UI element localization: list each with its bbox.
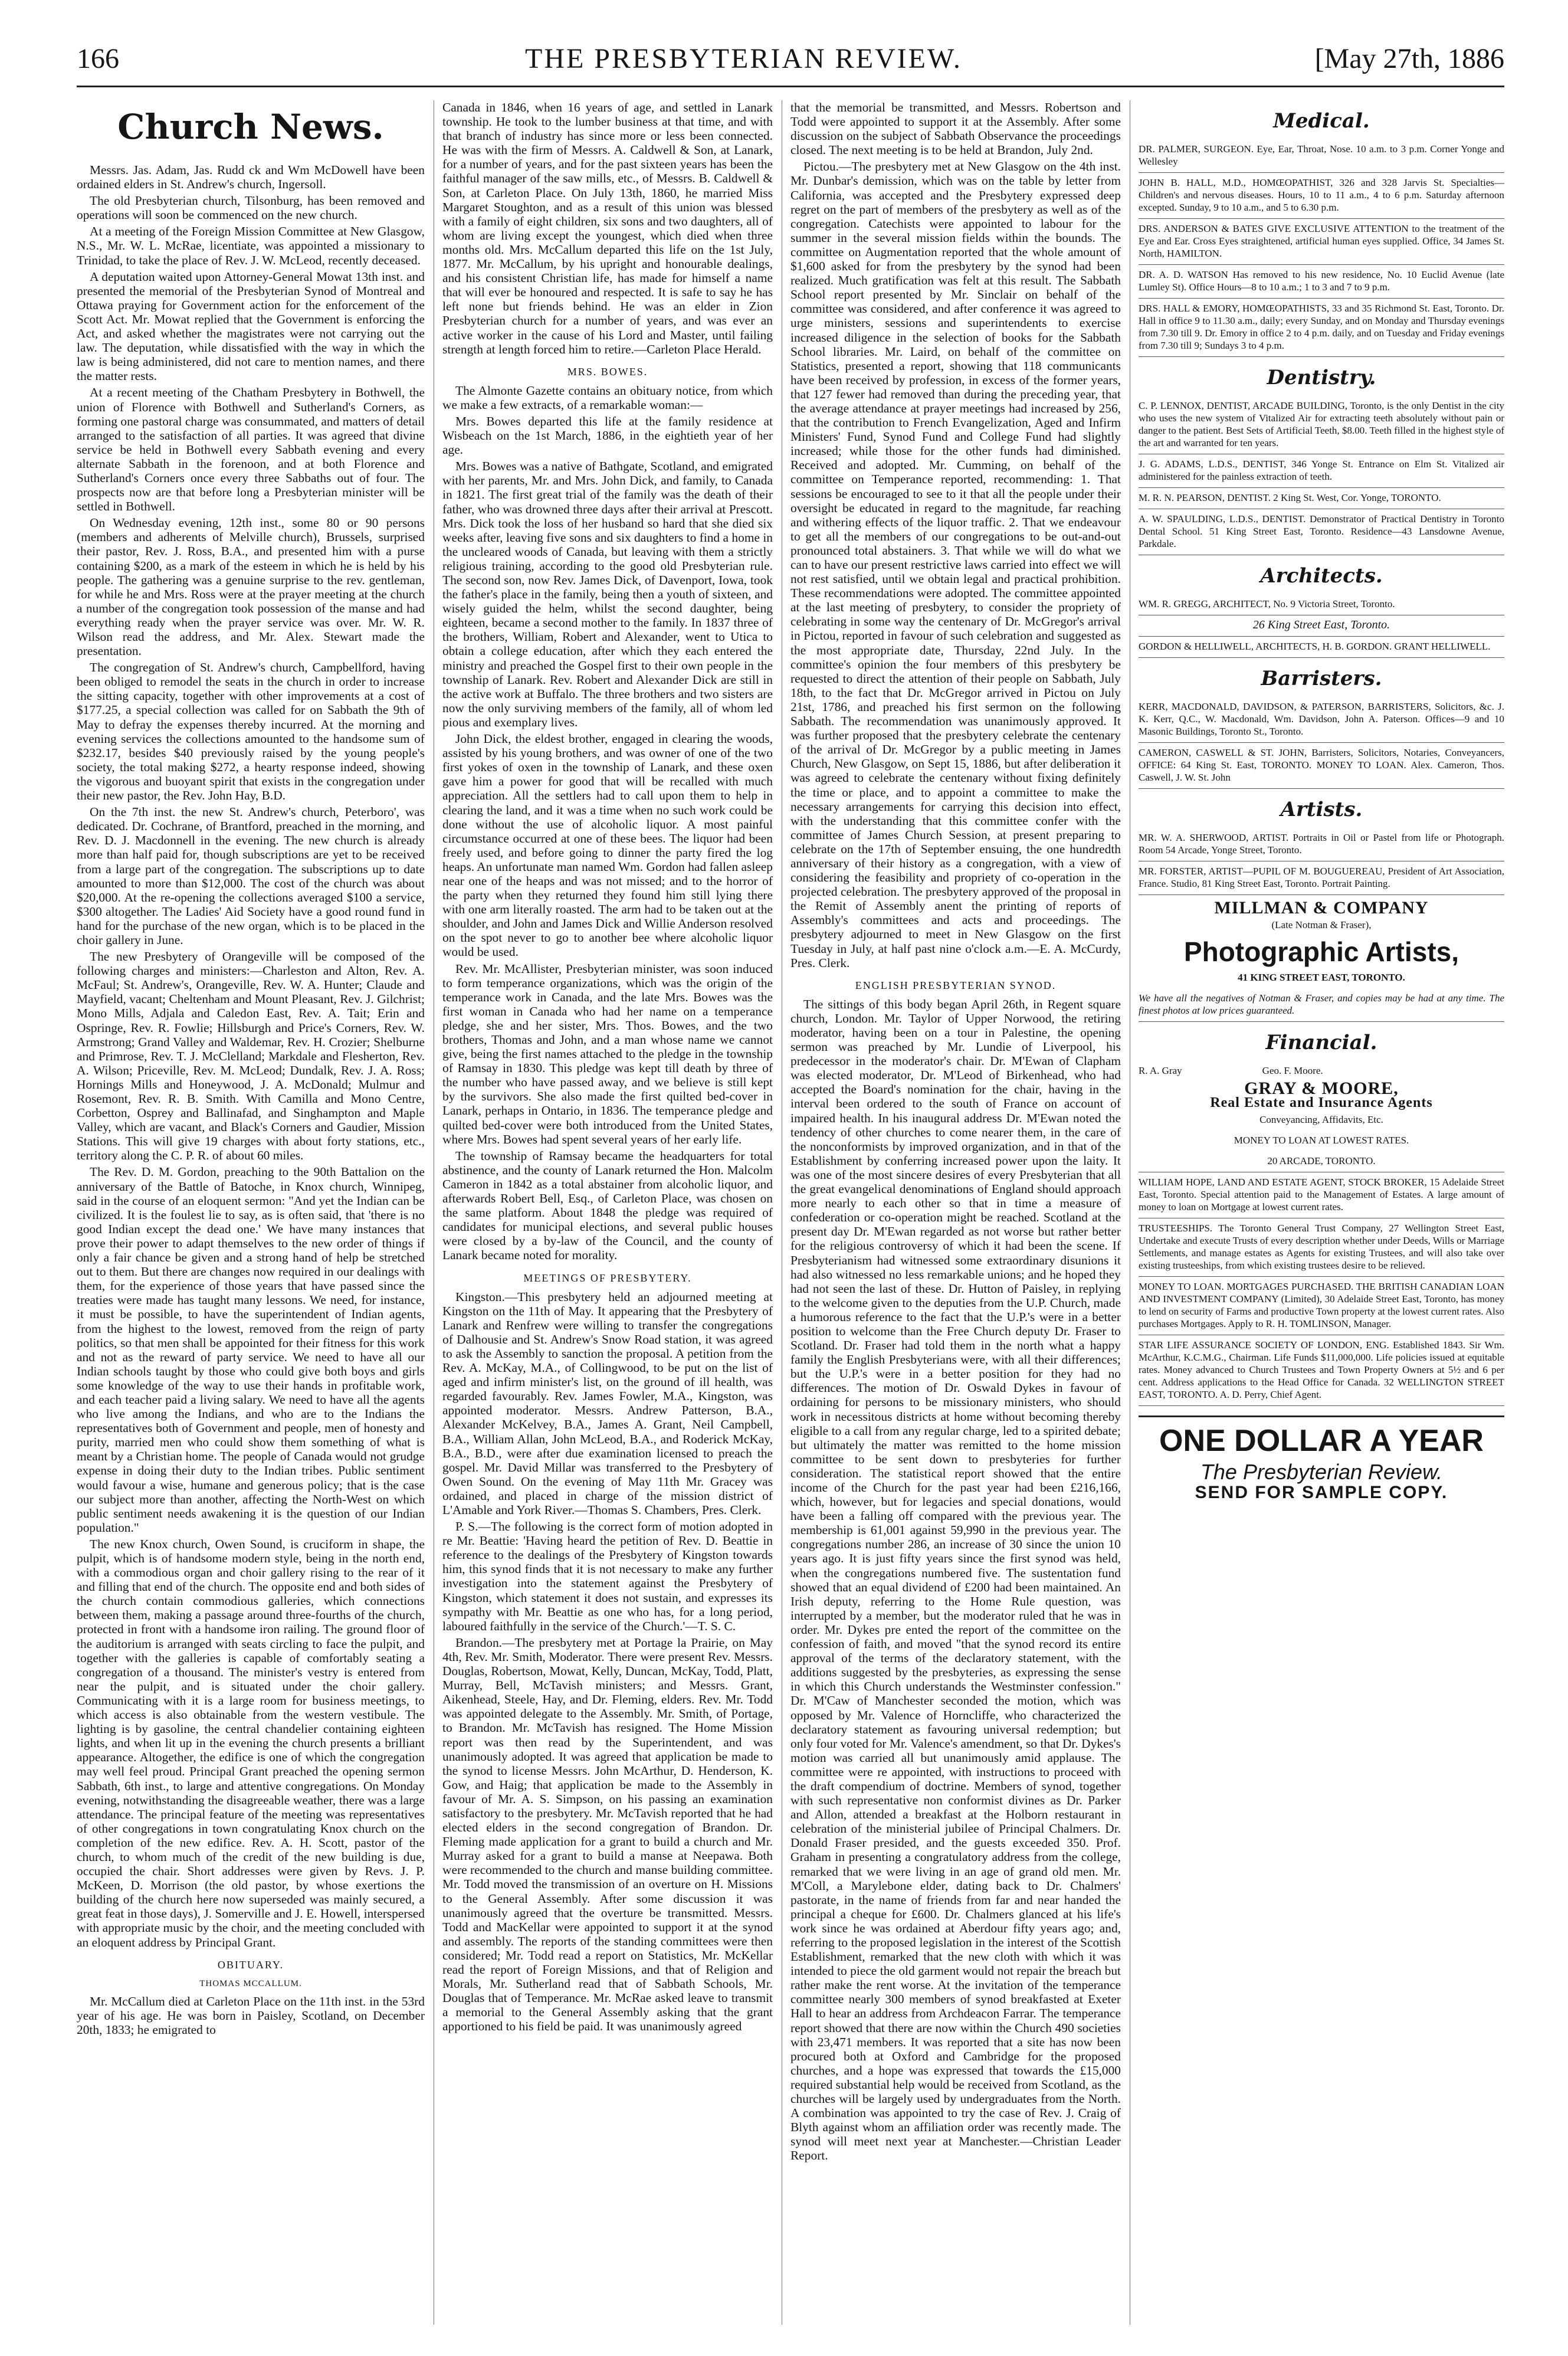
photo-note: We have all the negatives of Notman & Fraser, and copies may be had at any time. The finest photos at low prices guaranteed. (1139, 988, 1504, 1022)
ad-entry: DR. PALMER, SURGEON. Eye, Ear, Throat, Nose. 10 a.m. to 3 p.m. Corner Yonge and Wellesley (1139, 139, 1504, 173)
section-heading: Church News. (117, 107, 384, 147)
photo-address: 41 KING STREET EAST, TORONTO. (1238, 972, 1405, 984)
news-item: At a recent meeting of the Chatham Presbytery in Bothwell, the union of Florence with Bothwell and Sutherland's Corners, as forming one pastoral charge was consummated, and matters of detail arranged to the satisfaction of all parties. It was agreed that divine service be held in Bothwell every Sabbath evening and every alternate Sabbath in the forenoon, and at both Florence and Sutherland's Corners once every three Sabbaths out of four. The prospects now are that before long a Presbyterian minister will be settled in Bothwell. (77, 385, 425, 514)
ad-entry: 26 King Street East, Toronto. (1139, 615, 1504, 637)
ad-entry: C. P. LENNOX, DENTIST, ARCADE BUILDING, Toronto, is the only Dentist in the city who uses the new system of Vitalized Air for extracting teeth absolutely without pain or danger to the patient. Best Sets of Artificial Teeth, $8.00. Teeth filled in the highest style of the art and warranted for ten years. (1139, 396, 1504, 454)
ad-entry: TRUSTEESHIPS. The Toronto General Trust Company, 27 Wellington Street East, Undertake and execute Trusts of every description whether under Deeds, Wills or Marriage Settlements, and manage estates as Agents for existing Trustees, and will also take over existing trusteeships, from which existing trustees desire to be relieved. (1139, 1218, 1504, 1277)
news-item: On the 7th inst. the new St. Andrew's church, Peterboro', was dedicated. Dr. Cochrane, of Brantford, preached in the morning, and Rev. D. J. Macdonnell in the evening. The new church is already more than half paid for, though subscriptions are yet to be received from a large part of the congregation. The subscriptions up to date amounted to more than $12,000. The cost of the church was about $20,000. At the re-opening the collections averaged $100 a service, $300 altogether. The Ladies' Aid Society have a good round fund in hand for the purchase of the new organ, which is to be placed in the choir gallery in June. (77, 805, 425, 947)
obituary-heading: OBITUARY. (217, 1958, 284, 1971)
page-header (77, 30, 1504, 87)
ad-section-medical: Medical. (1273, 109, 1370, 133)
bowes-paragraph: The township of Ramsay became the headquarters for total abstinence, and the county of Lanark returned the Hon. Malcolm Cameron in 1842 as a total abstainer from alcoholic liquor, and afterwards Robert Bell, Esq., of Carleton Place, was chosen on the same platform. About 1848 the pledge was required of candidates for municipal elections, and several public houses were closed by a by-law of the Council, and the county of Lanark became noted for morality. (442, 1148, 773, 1263)
review-name: The Presbyterian Review. (1200, 1460, 1443, 1485)
meetings-heading: MEETINGS OF PRESBYTERY. (523, 1272, 692, 1284)
millman-name: MILLMAN & COMPANY (1214, 898, 1429, 918)
obituary-continued: Canada in 1846, when 16 years of age, and settled in Lanark township. He took to the lumber business at that time, and with that branch of industry has since more or less been connected. He was with the firm of Messrs. A. Caldwell & Son, at Lanark, for a number of years, and for the past sixteen years has been the faithful manager of the saw mills, etc., of Messrs. B. Caldwell & Son, at Carleton Place. On July 13th, 1860, he married Miss Margaret Stoughton, and as a result of this union was blessed with a family of eight children, six sons and two daughters, all of whom are living except the youngest, which died when three months old. Mrs. McCallum departed this life on the 1st July, 1877. Mr. McCallum, by his upright and honourable dealings, and his consistent Christian life, has made for himself a name that will ever be honoured and respected. It is safe to say he has left none but friends behind. He was an elder in Zion Presbyterian church for a number of years, and was ever an active worker in the cause of his Lord and Master, until failing strength at length forced him to retire.—Carleton Place Herald. (442, 100, 773, 356)
ad-entry: MR. FORSTER, ARTIST—PUPIL OF M. BOUGUEREAU, President of Art Association, France. Studio, 81 King Street East, Toronto. Portrait Painting. (1139, 861, 1504, 895)
ad-section-artists: Artists. (1280, 798, 1363, 821)
millman-sub: (Late Notman & Fraser), (1271, 919, 1372, 931)
photographic-artists: Photographic Artists, (1184, 936, 1459, 968)
ad-section-architects: Architects. (1260, 564, 1383, 588)
news-item: The congregation of St. Andrew's church, Campbellford, having been obliged to remodel the seats in the church in order to increase the sitting capacity, together with other improvements at a cost of $177.25, a special collection was called for on Sabbath the 9th of May to defray the expenses thereby incurred. At the morning and evening services the collections amounted to the handsome sum of $232.17, besides $40 previously raised by the young people's society, the total making $272, a hearty response indeed, showing the vigorous and buoyant spirit that exists in the congregation under their new pastor, the Rev. John Hay, B.D. (77, 660, 425, 803)
news-item: On Wednesday evening, 12th inst., some 80 or 90 persons (members and adherents of Melville church), Brussels, surprised their pastor, Rev. J. Ross, B.A., and presented him with a purse containing $200, as a mark of the esteem in which he is held by his people. The gathering was a genuine surprise to the rev. gentleman, for while he and Mrs. Ross were at the prayer meeting at the church a number of the congregation took possession of the manse and had everything ready when the prayer service was over. Mr. W. R. Wilson read the address, and Mr. Alex. Stewart made the presentation. (77, 516, 425, 658)
meeting-report: P. S.—The following is the correct form of motion adopted in re Mr. Beattie: 'Having heard the petition of Rev. D. Beattie in reference to the dealings of the Presbytery of Kingston towards him, this synod finds that it is not necessary to make any further investigation into the statement against the Presbytery of Kingston, which statement it does not sustain, and expresses its sympathy with Mr. Beattie as one who has, for a long period, laboured faithfully in the service of the Church.'—T. S. C. (442, 1519, 773, 1633)
bowes-paragraph: Mrs. Bowes was a native of Bathgate, Scotland, and emigrated with her parents, Mr. and Mrs. John Dick, and family, to Canada in 1821. The first great trial of the family was the death of their father, who was drowned three days after their arrival at Prescott. Mrs. Dick took the loss of her husband so hard that she died six weeks after, leaving five sons and six daughters to find a home in the uncleared woods of Canada, but leaving with them a strictly religious training, according to the good old Presbyterian rule. The second son, now Rev. James Dick, of Davenport, Iowa, took the father's place in the family, being then a youth of sixteen, and wisely guided the helm, whilst the second daughter, being eighteen, became a second mother to the family. In 1837 three of the brothers, William, Robert and Alexander, went to Utica to obtain a college education, after which they each entered the ministry and preached the Gospel first to their own people in the township of Lanark. Rev. Robert and Alexander Dick are still in the active work at Buffalo. The three brothers and two sisters are now the only surviving members of the family, all of whom led pious and exemplary lives. (442, 459, 773, 729)
bowes-heading: MRS. BOWES. (567, 365, 648, 378)
ad-section-dentistry: Dentistry. (1267, 366, 1376, 389)
ad-entry: KERR, MACDONALD, DAVIDSON, & PATERSON, BARRISTERS, Solicitors, &c. J. K. Kerr, Q.C., W. Macdonald, Wm. Davidson, John A. Paterson. Offices—9 and 10 Masonic Buildings, Toronto St., Toronto. (1139, 697, 1504, 743)
news-item: The old Presbyterian church, Tilsonburg, has been removed and operations will soon be commenced on the new church. (77, 194, 425, 222)
gray-moore-name: GRAY & MOORE, (1244, 1079, 1399, 1099)
gray-partners: R. A. Gray Geo. F. Moore. (1139, 1065, 1323, 1077)
column-3 (790, 100, 1121, 2325)
meeting-report: Brandon.—The presbytery met at Portage la Prairie, on May 4th, Rev. Mr. Smith, Moderator. There were present Rev. Messrs. Douglas, Robertson, Mowat, Kelly, Duncan, McKay, Todd, Platt, Murray, Bell, McTavish ministers; and Messrs. Grant, Aikenhead, Steele, Hay, and Dr. Fleming, elders. Rev. Mr. Todd was appointed delegate to the Assembly. Mr. Smith, of Portage, to Brandon. Mr. McTavish has resigned. The Home Mission report was then read by the Superintendent, and was unanimously adopted. It was agreed that application be made to the synod to license Messrs. John McArthur, D. Henderson, K. Gow, and Haig; that application be made to the Assembly in favour of Mr. A. S. Simpson, on his passing an examination satisfactory to the presbytery. Mr. McTavish reported that he had elected elders in the second congregation of Brandon. Dr. Fleming made application for a grant to build a church and Mr. Murray asked for a grant to build a manse at Neepawa. Both were recommended to the church and manse building committee. Mr. Todd moved the transmission of an overture on H. Missions to the General Assembly. After some discussion it was unanimously agreed that the overture be transmitted. Messrs. Todd and MacKellar were appointed to support it at the synod and assembly. The reports of the standing committees were then considered; Mr. Todd read a report on Statistics, Mr. McKellar read the report of Foreign Missions, and that of Religion and Morals, Mr. Sutherland read that of Sabbath Schools, Mr. Douglas that of Temperance. Mr. McRae asked leave to transmit a memorial to the General Assembly asking that the grant apportioned to his field be paid. It was unanimously agreed (442, 1635, 773, 2034)
gray-money: MONEY TO LOAN AT LOWEST RATES. (1234, 1135, 1409, 1146)
page-number: 166 (77, 43, 119, 74)
news-item: The Rev. D. M. Gordon, preaching to the 90th Battalion on the anniversary of the Battle of Batoche, in Knox church, Winnipeg, said in the course of an eloquent sermon: "And yet the Indian can be civilized. It is the foulest lie to say, as is often said, that 'there is no good Indian except the dead one.' We have many instances that prove their power to adapt themselves to the new order of things if only a fair chance be given and a strong hand of help be stretched out to them. But there are changes now required in our dealings with them, for the experience of those years that have passed since the treaties were made has taught many lessons. We need, for instance, it must be possible, to have the superintendent of Indian agents, from the highest to the lowest, removed from the reign of party politics, so that men shall be appointed for their fitness for this work and not as the reward of party service. We need to have all our Indian schools taught by those who could give both boys and girls some knowledge of the way to use their hands in profitable work, and each teacher paid a living salary. We need to have all the agents who live among the Indians, and who are to the Indians the representatives both of Government and people, men of honesty and purity, married men who could show them something of what is meant by a Christian home. The people of Canada would not grudge expense in doing their duty to the Indian tribes. Public sentiment would favour a wise, humane and generous policy; that is the case our subject more than another, affecting the North-West on which public sentiment needs awakening it is the question of our Indian population." (77, 1165, 425, 1535)
gray-address: 20 ARCADE, TORONTO. (1139, 1151, 1504, 1172)
ad-entry: M. R. N. PEARSON, DENTIST. 2 King St. West, Cor. Yonge, TORONTO. (1139, 488, 1504, 509)
column-2 (442, 100, 773, 2325)
ad-entry: CAMERON, CASWELL & ST. JOHN, Barristers, Solicitors, Notaries, Conveyancers, OFFICE: 64 King St. East, TORONTO. MONEY TO LOAN. Alex. Cameron, Thos. Caswell, J. W. St. John (1139, 743, 1504, 789)
ad-entry: DRS. HALL & EMORY, HOMŒOPATHISTS, 33 and 35 Richmond St. East, Toronto. Dr. Hall in office 9 to 11.30 a.m., daily; every Sunday, and on Monday and Thursday evenings from 7.30 till 9. Dr. Emory in office 2 to 4 p.m. daily, and on Tuesday and Friday evenings from 7.30 till 9; Sundays 3 to 4 p.m. (1139, 299, 1504, 357)
ad-entry: WM. R. GREGG, ARCHITECT, No. 9 Victoria Street, Toronto. (1139, 594, 1504, 615)
bowes-paragraph: John Dick, the eldest brother, engaged in clearing the woods, assisted by his young brothers, and was owner of one of the two first yokes of oxen in the township of Lanark, and these oxen gave him a power for good that will be recalled with much appreciation. All the settlers had to call upon them to help in clearing the land, and it was a time when no such work could be done without the use of alcoholic liquor. A most painful circumstance occurred at one of these bees. The liquor had been freely used, and before going to dinner the party fired the log heaps. An unfortunate man named Wm. Gordon had fallen asleep near one of the heaps and was not missed; and to the horror of the party when they returned they found him still lying there with one arm literally roasted. The arm had to be taken out at the shoulder, and John and James Dick and Willie Anderson resolved on the spot never to go to another bee where alcoholic liquor would be used. (442, 732, 773, 959)
bowes-paragraph: Mrs. Bowes departed this life at the family residence at Wisbeach on the 1st March, 1886, in the eightieth year of her age. (442, 414, 773, 457)
column-4-ads (1139, 100, 1504, 2325)
ad-section-financial: Financial. (1265, 1031, 1377, 1055)
synod-report: The sittings of this body began April 26th, in Regent square church, London. Mr. Taylor of Upper Norwood, the retiring moderator, having been on a tour in Palestine, the opening sermon was preached by Mr. Lundie of Liverpool, his predecessor in the moderator's chair. Dr. M'Ewan of Clapham was elected moderator, Dr. M'Leod of Birkenhead, who had accepted the Board's nomination for the chair, having in the interval been ordered to the south of France on account of impaired health. In his inaugural address Dr. M'Ewan noted the tendency of other churches to come nearer them, in the care of the nonconformists by improved organization, and in that of the Establishment by conferring increased power upon the laity. It was one of the most sincere desires of every Presbyterian that all the great evangelical denominations of England should approach more nearly to each other so that in time a measure of confederation or co-operation might be reached. Scotland at the present day Dr. M'Ewan regarded as not worse but rather better for the religious controversy of which it had been the scene. If Presbyterianism had witnessed some extraordinary disunions it had also witnessed no less remarkable unions; and he hoped they had not seen the last of these. Dr. Hutton of Paisley, in replying to the welcome given to the deputies from the U.P. Church, made a humorous reference to the fact that the U.P.'s were in a better position to welcome than the Free Church deputy Dr. Fraser to Scotland. Dr. Fraser had told them in the north what a happy family the English Presbyterians were, with all their differences; but the U.P.'s were in a better position for they had no differences. The motion of Dr. Oswald Dykes in favour of ordaining for persons to be missionary ministers, who should work in necessitous districts at home without becoming thereby eligible to a call from any regular charge, led to a spirited debate; but ultimately the matter was remitted to the home mission committee to be sent down to presbyteries for further consideration. The statistical report showed that the entire income of the Church for the past year had been £216,166, which, however, but for legacies and special donations, would have been a falling off compared with the previous year. The membership is 61,001 against 59,990 in the previous year. The congregations number 286, an increase of 30 since the union 10 years ago. It is just fifty years since the first synod was held, when the congregations numbered five. The sustentation fund showed that an equal dividend of £200 had been maintained. An Irish deputy, referring to the Home Rule question, was interrupted by a member, but the moderator ruled that he was in order. Mr. Dykes pre ented the report of the committee on the confession of faith, and moved "that the synod record its entire approval of the terms of the declaratory statement, with the additions suggested by the presbyteries, as expressing the sense in which this Church understands the Westminster confession." Dr. M'Caw of Manchester seconded the motion, which was opposed by Mr. Valence of Horncliffe, who characterized the declaratory statement as favouring universal redemption; but only four voted for Mr. Valence's amendment, so that Dr. Dykes's motion was carried all but unanimously amid applause. The committee were re appointed, with instructions to proceed with the draft compendium of doctrine. Members of synod, together with such representative non conformist divines as Dr. Parker and Allon, attended a breakfast at the Holborn restaurant in celebration of the ministerial jubilee of Principal Chalmers. Dr. Donald Fraser presided, and the guests exceeded 350. Prof. Graham in presenting a congratulatory address from the college, remarked that we were living in an age of grand old men. Mr. M'Coll, a Marylebone elder, dating back to Dr. Chalmers' pastorate, in the name of friends from far and near handed the principal a cheque for £600. Dr. Chalmers glanced at his life's work since he was ordained at Aberdour fifty years ago; and, referring to the proposed legislation in the interest of the Scottish Establishment, remarked that the new cloth with which it was intended to piece the old garment would not repair the breach but rather make the rent worse. At the invitation of the temperance committee nearly 300 members of synod breakfasted at Exeter Hall to hear an address from Archdeacon Farrar. The temperance report showed that there are now within the Church 490 societies with 23,471 members. It was reported that a site has now been procured both at Oxford and Cambridge for the proposed churches, and a hope was expressed that towards the £15,000 required substantial help would be received from Scotland, as the churches will be largely used by undergraduates from the North. A combination was appointed to try the case of Rev. J. Craig of Blyth against whom an affiliation order was recently made. The synod will meet next year at Manchester.—Christian Leader Report. (790, 997, 1121, 2163)
ad-entry: MONEY TO LOAN. MORTGAGES PURCHASED. THE BRITISH CANADIAN LOAN AND INVESTMENT COMPANY (Limited), 30 Adelaide Street East, Toronto, has money to lend on security of Farms and productive Town property at the lowest current rates. Also purchases Mortgages. Apply to R. H. TOMLINSON, Manager. (1139, 1277, 1504, 1335)
ad-entry: A. W. SPAULDING, L.D.S., DENTIST. Demonstrator of Practical Dentistry in Toronto Dental School. 51 King Street East, Toronto. Residence—43 Lansdowne Avenue, Parkdale. (1139, 509, 1504, 555)
synod-heading: ENGLISH PRESBYTERIAN SYNOD. (855, 979, 1057, 991)
news-item: The new Presbytery of Orangeville will be composed of the following charges and ministers:—Charleston and Alton, Rev. A. McFaul; St. Andrew's, Orangeville, Rev. W. A. Hunter; Claude and Mayfield, vacant; Cheltenham and Mount Pleasant, Rev. J. Gilchrist; Mono Mills, Adjala and Caledon East, Rev. A. Tait; Erin and Ospringe, Rev. R. Fowlie; Hillsburgh and Price's Corners, Rev. W. Armstrong; Grand Valley and Waldemar, Rev. H. Crozier; Shelburne and Primrose, Rev. T. J. McClelland; Markdale and Flesherton, Rev. A. Wilson; Priceville, Rev. M. McLeod; Dundalk, Rev. J. A. Ross; Hornings Mills and Honeywood, J. A. McDonald; Mulmur and Rosemont, Rev. R. B. Smith. With Camilla and Mono Centre, Corbetton, Osprey and Ballinafad, and Singhampton and Maple Valley, which are vacant, and Black's Corners and Gaudier, Mission Stations. This will give 19 charges with about forty stations, etc., territory along the C. P. R. of about 60 miles. (77, 949, 425, 1163)
meeting-continued: that the memorial be transmitted, and Messrs. Robertson and Todd were appointed to support it at the Assembly. After some discussion on the subject of Sabbath Observance the proceedings closed. The next meeting is to be held at Brandon, July 2nd. (790, 100, 1121, 158)
masthead-title: THE PRESBYTERIAN REVIEW. (525, 43, 962, 74)
ad-entry: WILLIAM HOPE, LAND AND ESTATE AGENT, STOCK BROKER, 15 Adelaide Street East, Toronto. Special attention paid to the Management of Estates. A large amount of money to loan on Mortgage at lowest current rates. (1139, 1172, 1504, 1218)
news-item: Messrs. Jas. Adam, Jas. Rudd ck and Wm McDowell have been ordained elders in St. Andrew's church, Ingersoll. (77, 163, 425, 192)
ad-entry: DR. A. D. WATSON Has removed to his new residence, No. 10 Euclid Avenue (late Lumley St). Office Hours—8 to 10 a.m.; 1 to 3 and 7 to 9 p.m. (1139, 265, 1504, 299)
ad-entry: JOHN B. HALL, M.D., HOMŒOPATHIST, 326 and 328 Jarvis St. Specialties—Children's and nervous diseases. Hours, 10 to 11 a.m., 4 to 6 p.m. Saturday afternoon excepted. Sunday, 9 to 10 a.m., and 5 to 6.30 p.m. (1139, 173, 1504, 219)
subscription-price: ONE DOLLAR A YEAR (1139, 1415, 1504, 1459)
gray-moore-sub: Real Estate and Insurance Agents (1210, 1095, 1433, 1111)
ad-entry: DRS. ANDERSON & BATES GIVE EXCLUSIVE ATTENTION to the treatment of the Eye and Ear. Cross Eyes straightened, artificial human eyes supplied. Office, 34 James St. North, HAMILTON. (1139, 219, 1504, 265)
gray-conveyancing: Conveyancing, Affidavits, Etc. (1259, 1114, 1383, 1126)
news-item: A deputation waited upon Attorney-General Mowat 13th inst. and presented the memorial of the Presbyterian Synod of Montreal and Ottawa praying for Government action for the enforcement of the Scott Act. Mr. Mowat replied that the Government is enforcing the Act, and asked whether the magistrates were not carrying out the law. The deputation, while dissatisfied with the way in which the law is being administered, did not care to mention names, and there the matter rests. (77, 269, 425, 384)
newspaper-page (77, 30, 1504, 2331)
issue-date: [May 27th, 1886 (1314, 43, 1504, 74)
news-item: The new Knox church, Owen Sound, is cruciform in shape, the pulpit, which is of handsome modern style, being in the north end, with a commodious organ and choir gallery rising to the rear of it and filling that end of the church. The opposite end and both sides of the church contain commodious galleries, which connections between them, making a passage around three-fourths of the church, protected in front with a handsome iron railing. The ground floor of the auditorium is arranged with seats circling to face the pulpit, and together with the galleries is capable of comfortably seating a congregation of a thousand. The minister's vestry is entered from near the pulpit, and is situated under the choir gallery. Communicating with it is a large room for business meetings, to which access is also obtainable from the western vestibule. The lighting is by gasoline, the central chandelier containing eighteen lights, and when lit up in the evening the church presents a brilliant appearance. Altogether, the edifice is one of which the congregation may well feel proud. Principal Grant preached the opening sermon Sabbath, 6th inst., to large and attentive congregations. On Monday evening, notwithstanding the disagreeable weather, there was a large attendance. The principal feature of the meeting was representatives of other congregations in town congratulating Knox church on the completion of the new edifice. Rev. A. H. Scott, pastor of the church, to whom much of the credit of the new building is due, occupied the chair. Short addresses were given by Revs. J. P. McKeen, D. Morrison (the old pastor, by whose exertions the building of the church here now superseded was mainly secured, a great feat in those days), J. Somerville and J. E. Howell, interspersed with appropriate music by the choir, and the meeting concluded with an eloquent address by Principal Grant. (77, 1536, 425, 1949)
obituary-text: Mr. McCallum died at Carleton Place on the 11th inst. in the 53rd year of his age. He was born in Paisley, Scotland, on December 20th, 1833; he emigrated to (77, 1994, 425, 2037)
ad-entry: STAR LIFE ASSURANCE SOCIETY OF LONDON, ENG. Established 1843. Sir Wm. McArthur, K.C.M.G., Chairman. Life Funds $11,000,000. Life policies issued at equitable rates. Money advanced to Church Trustees and Town Property Owners at 5½ and 6 per cent. Address applications to the Head Office for Canada. 32 WELLINGTON STREET EAST, TORONTO. A. D. Perry, Chief Agent. (1139, 1335, 1504, 1406)
obituary-name: THOMAS MCCALLUM. (199, 1978, 302, 1988)
ad-entry: MR. W. A. SHERWOOD, ARTIST. Portraits in Oil or Pastel from life or Photograph. Room 54 Arcade, Yonge Street, Toronto. (1139, 828, 1504, 861)
ad-entry: GORDON & HELLIWELL, ARCHITECTS, H. B. GORDON. GRANT HELLIWELL. (1139, 637, 1504, 658)
ad-section-barristers: Barristers. (1261, 667, 1382, 690)
column-1 (77, 100, 425, 2325)
news-item: At a meeting of the Foreign Mission Committee at New Glasgow, N.S., Mr. W. L. McRae, licentiate, was appointed a missionary to Trinidad, to take the place of Rev. J. W. McLeod, recently deceased. (77, 224, 425, 267)
bowes-paragraph: The Almonte Gazette contains an obituary notice, from which we make a few extracts, of a remarkable woman:— (442, 383, 773, 412)
ad-entry: J. G. ADAMS, L.D.S., DENTIST, 346 Yonge St. Entrance on Elm St. Vitalized air administered for the painless extraction of teeth. (1139, 454, 1504, 488)
sample-copy-notice: SEND FOR SAMPLE COPY. (1195, 1483, 1448, 1503)
bowes-paragraph: Rev. Mr. McAllister, Presbyterian minister, was soon induced to form temperance organizations, which was the origin of the temperance work in Canada, and the late Mrs. Bowes was the first woman in Canada who had her name on a temperance pledge, she and her sister, Mrs. Thos. Bowes, and the two brothers, Thomas and John, and a man whose name we cannot give, being the first names attached to the pledge in the township of Ramsay in 1830. This pledge was kept till death by three of the number who have passed away, and we believe is still kept by the survivors. She also made the first quilted bed-cover in Lanark, perhaps in Ontario, in 1836. The temperance pledge and quilted bed-cover were both introduced from the United States, where Mrs. Bowes had spent several years of her early life. (442, 961, 773, 1146)
meeting-report: Pictou.—The presbytery met at New Glasgow on the 4th inst. Mr. Dunbar's demission, which was on the table by letter from California, was accepted and the Presbytery expressed deep regret on the part of members of the presbytery as well as of the congregation. Catechists were appointed to labour for the summer in the several mission fields within the bounds. The committee on Augmentation reported that the whole amount of $1,600 asked for from the presbytery by the synod had been realized. Much gratification was felt at this result. The Sabbath School report presented by Mr. Sinclair on behalf of the committee was considered, and after conference it was agreed to urge ministers, sessions and superintendents to exercise increased diligence in the selection of books for the Sabbath School libraries. Mr. Laird, on behalf of the committee on Statistics, presented a report, showing that 118 communicants have been received by profession, in excess of the former years, that 127 fewer had removed than during the preceding year, that the average attendance at prayer meetings had increased by 256, that the contribution to French Evangelization, Aged and Infirm Ministers' Fund, Synod Fund and College Fund had slightly increased; while those for the other funds had diminished. Received and adopted. Mr. Cumming, on behalf of the committee on Temperance reported, recommending: 1. That sessions be encouraged to see to it that all the people under their oversight be educated in regard to the magnitude, far reaching and withering effects of the liquor traffic. 2. That we endeavour to get all the members of our congregations to be out-and-out pronounced total abstainers. 3. That while we will do what we can to have our present restrictive laws carried into effect we will not rest satisfied, until we obtain legal and practical prohibition. These recommendations were adopted. The committee appointed at the last meeting of presbytery, to consider the propriety of celebrating in some way the centenary of Dr. McGregor's arrival in Pictou, reported in favour of such celebration and suggested as the most appropriate date, Thursday, 22nd July. In the committee's opinion the four members of this presbytery be requested to direct the attention of their people on Sabbath, July 18th, to the fact that Dr. McGregor arrived in Pictou on July 21st, 1786, and preached his first sermon on the following Sabbath. The recommendation was unanimously approved. It was further proposed that the presbytery celebrate the centenary of the arrival of Dr. McGregor by a public meeting in James Church, New Glasgow, on Sept 15, 1886, but after deliberation it was agreed to celebrate the centenary without fixing definitely the time or place, and to appoint a committee to make the necessary arrangements for carrying this decision into effect, with the understanding that this committee confer with the committee of James Church Session, at present preparing to celebrate on the 17th of September ensuing, the one hundredth anniversary of their history as a congregation, with a view of considering the feasibility and propriety of co-operation in the projected celebration. The presbytery approved of the proposal in the Remit of Assembly anent the printing of reports of Assembly's committees and acts and proceedings. The presbytery adjourned to meet in New Glasgow on the first Tuesday in July, at half past nine o'clock a.m.—E. A. McCurdy, Pres. Clerk. (790, 159, 1121, 970)
meeting-report: Kingston.—This presbytery held an adjourned meeting at Kingston on the 11th of May. It appearing that the Presbytery of Lanark and Renfrew were willing to transfer the congregations of Dalhousie and St. Andrew's Snow Road station, it was agreed to ask the Assembly to sanction the proposal. A petition from the Rev. A. McKay, M.A., of Collingwood, to be put on the list of aged and infirm minister's list, on the ground of ill health, was regarded favourably. Rev. James Fowler, M.A., Kingston, was appointed moderator. Messrs. Andrew Patterson, B.A., Alexander McKelvey, B.A., James A. Grant, Neil Campbell, B.A., William Allan, John McLeod, B.A., and Roderick McKay, B.A., B.D., were after due examination licensed to preach the gospel. Mr. David Millar was transferred to the Presbytery of Owen Sound. On the evening of May 11th Mr. Gracey was ordained, and placed in charge of the mission district of L'Amable and York River.—Thomas S. Chambers, Pres. Clerk. (442, 1289, 773, 1517)
